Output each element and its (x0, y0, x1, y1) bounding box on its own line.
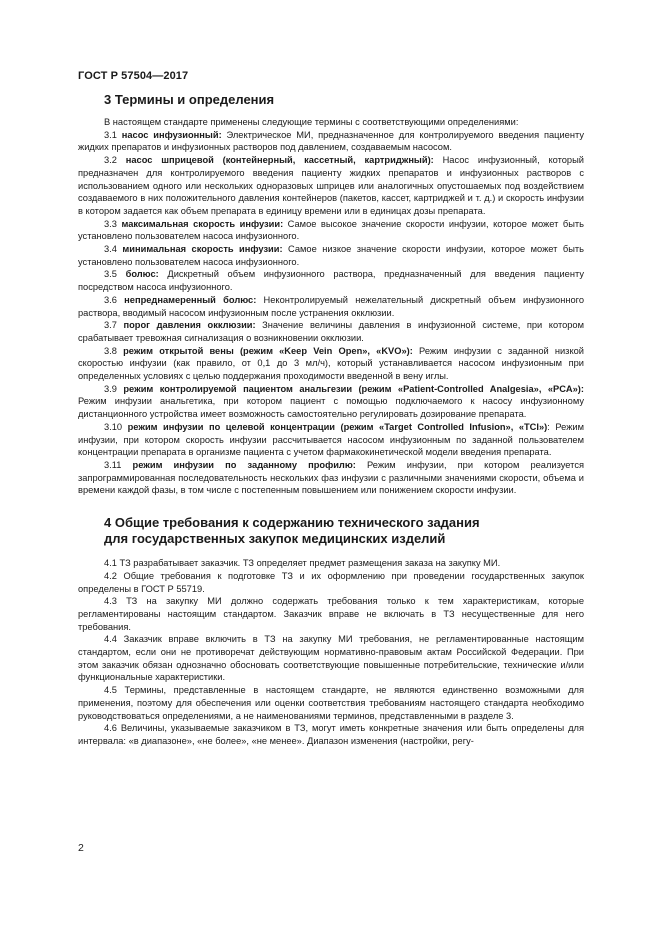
document-id: ГОСТ Р 57504—2017 (78, 70, 189, 82)
section-4-paragraph: 4.3 ТЗ на закупку МИ должно содержать требования только к тем характеристикам, которые регламентированы настоящим стандартом. Заказчик вправе не включать в ТЗ несущественные для него требования. (78, 596, 584, 632)
term-number: 3.7 (104, 320, 117, 331)
term-number: 3.6 (104, 294, 117, 305)
page-number: 2 (78, 842, 84, 854)
term-name: максимальная скорость инфузии: (121, 218, 284, 229)
term-number: 3.4 (104, 244, 117, 255)
term-text: : Режим инфузии, при котором скорость инфузии рассчитывается насосом инфузионным по заданной пользователем концентрации препарата в организме пациента с учетом фармакокинетической модели введения препарата. (78, 421, 585, 458)
section-4-title-line-2: для государственных закупок медицинских изделий (104, 531, 446, 547)
term-text: Режим инфузии с заданной низкой скоростью инфузии (как правило, от 0,1 до 3 мл/ч), который устанавливается насосом инфузионным при определенных условиях с целью поддержания проходимости введенной в вену иглы. (78, 345, 584, 382)
term-number: 3.10 (104, 421, 123, 432)
section-3-intro: В настоящем стандарте применены следующие термины с соответствующими определениями: (104, 117, 519, 127)
term-number: 3.9 (104, 383, 117, 394)
term-text: Значение величины давления в инфузионной системе, при котором срабатывает тревожная сигнализация о возникновении окклюзии. (78, 320, 584, 343)
section-4-paragraph: 4.5 Термины, представленные в настоящем стандарте, не являются единственно возможными для применения, поэтому для обеспечения или оценки соответствия требованиям настоящего стандарта необходимо руководствоваться определениями, а не наименованиями терминов, представленными в разделе 3. (78, 685, 584, 721)
term-name: насос шприцевой (контейнерный, кассетный, картриджный): (125, 155, 434, 166)
section-4-paragraph: 4.2 Общие требования к подготовке ТЗ и их оформлению при проведении государственных закупок определены в ГОСТ Р 55719. (78, 570, 584, 594)
term-definition (78, 421, 584, 459)
term-definition (78, 383, 584, 421)
term-number: 3.3 (104, 218, 117, 229)
term-text: Режим инфузии анальгетика, при котором пациент с помощью подключаемого к насосу инфузионному дистанционного устройства имеет возможность самостоятельно регулировать дозирование препарата. (78, 396, 584, 420)
section-4-paragraph: 4.6 Величины, указываемые заказчиком в ТЗ, могут иметь конкретные значения или быть определены для интервала: «в диапазоне», «не более», «не менее». Диапазон изменения (настройки, регу- (78, 723, 584, 746)
term-text: Электрическое МИ, предназначенное для контролируемого введения пациенту жидких препаратов и инфузионных растворов под давлением, создаваемым насосом. (78, 129, 584, 153)
term-name: минимальная скорость инфузии: (122, 244, 283, 255)
term-number: 3.2 (104, 155, 117, 166)
term-definition (78, 129, 584, 154)
term-definition (78, 268, 584, 293)
term-name: порог давления окклюзии: (123, 320, 256, 331)
section-4-title (78, 515, 584, 547)
term-text: Неконтролируемый нежелательный дискретный объем инфузионного раствора, вводимый насосом инфузионным после устранения окклюзии. (78, 294, 584, 318)
term-definition (78, 345, 584, 383)
term-text: Дискретный объем инфузионного раствора, предназначенный для введения пациенту посредством насоса инфузионного. (78, 269, 584, 293)
term-name: режим контролируемой пациентом анальгезии (режим «Patient-Controlled Analgesia», «PCA»): (123, 383, 584, 394)
section-4-paragraph: 4.1 ТЗ разрабатывает заказчик. ТЗ определяет предмет размещения заказа на закупку МИ. (104, 558, 501, 569)
section-4-paragraph: 4.4 Заказчик вправе включить в ТЗ на закупку МИ требования, не регламентированные настоящим стандартом, если они не противоречат действующим нормативно-правовым актам Российской Федерации. При этом заказчик обязан однозначно обосновать соответствующие повышенные потребительские, технические и/или функциональные характеристики. (78, 634, 584, 683)
term-text: Самое высокое значение скорости инфузии, которое может быть установлено пользователем насоса инфузионного. (78, 218, 584, 242)
document-body (78, 92, 584, 748)
term-text: Режим инфузии, при котором реализуется запрограммированная последовательность нескольких фаз инфузии с различными значениями скорости, объема и времени каждой фазы, в том числе с постепенным повышением или понижением скорости инфузии. (78, 459, 584, 496)
term-name: болюс: (125, 269, 159, 280)
term-definition (78, 319, 584, 344)
term-definition (78, 243, 584, 268)
term-name: режим открытой вены (режим «Keep Vein Open», «KVO»): (123, 345, 413, 356)
term-definition (78, 154, 584, 218)
term-definition (78, 459, 584, 497)
terms-list (78, 129, 584, 497)
term-number: 3.8 (104, 345, 117, 356)
term-number: 3.11 (104, 459, 122, 470)
term-name: режим инфузии по заданному профилю: (132, 459, 356, 470)
term-definition (78, 294, 584, 319)
term-text: Насос инфузионный, который предназначен для контролируемого введения пациенту жидких препаратов и инфузионных растворов с использованием одного или нескольких одноразовых шприцев или аналогичных опустошаемых под воздействием создаваемого в них положительного давления контейнеров (пакетов, кассет, картриджей и т. д.) и скорость инфузии в котором задается как объем препарата в единицу времени или в единицах дозы препарата. (78, 155, 584, 216)
term-name: непреднамеренный болюс: (124, 294, 257, 305)
term-name: режим инфузии по целевой концентрации (режим «Target Controlled Infusion», «TCI») (127, 421, 548, 432)
term-definition (78, 218, 584, 243)
section-4-title-line-1: 4 Общие требования к содержанию технического задания (104, 515, 480, 531)
term-number: 3.5 (104, 269, 117, 280)
section-4-paragraphs (78, 557, 584, 748)
section-3-title: 3 Термины и определения (104, 92, 275, 107)
term-text: Самое низкое значение скорости инфузии, которое может быть установлено пользователем насоса инфузионного. (78, 244, 584, 267)
term-number: 3.1 (104, 129, 117, 140)
term-name: насос инфузионный: (121, 129, 222, 140)
